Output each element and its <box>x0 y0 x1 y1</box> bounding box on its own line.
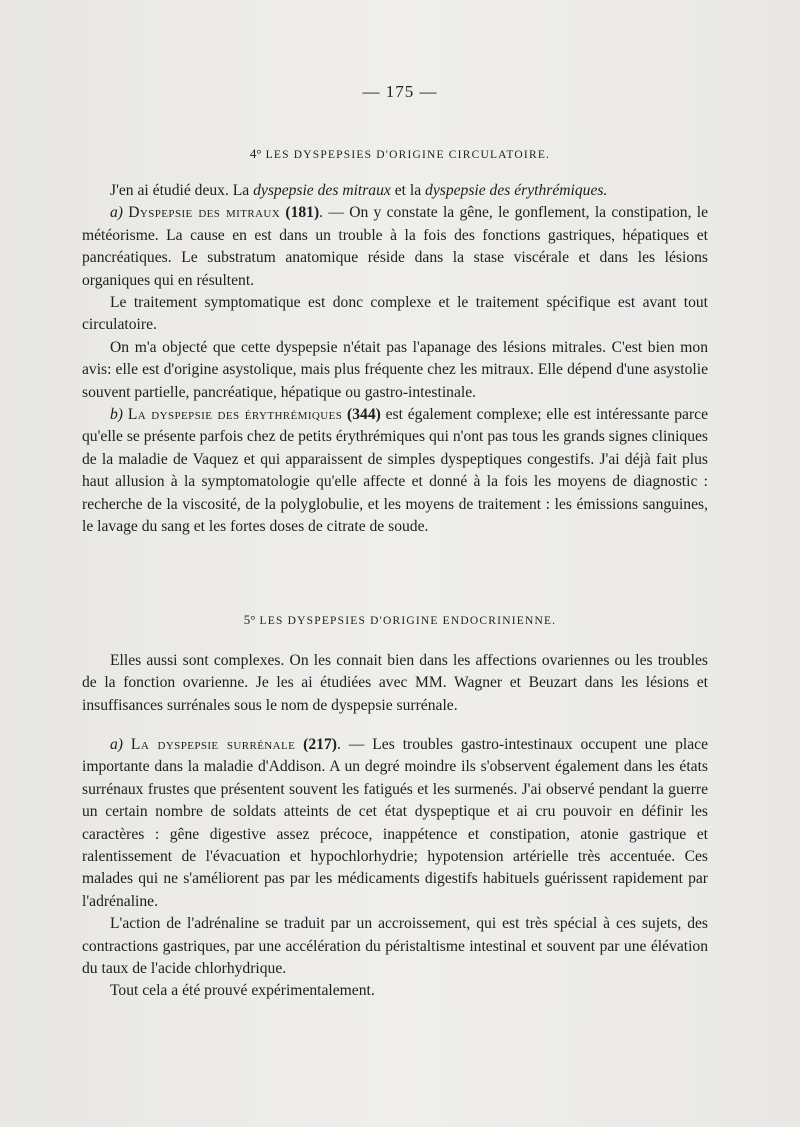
paragraph <box>82 404 708 538</box>
list-marker: a) <box>110 736 131 753</box>
subsection-title: Dyspepsie des mitraux <box>128 204 281 222</box>
section-number: 4° <box>249 146 262 161</box>
paragraph: Tout cela a été prouvé expérimentalement. <box>110 982 375 1000</box>
reference-number: (181) <box>285 204 320 222</box>
section-5-body <box>82 734 708 1003</box>
subsection-title: La dyspepsie des érythrémiques <box>127 406 343 424</box>
page-number: — 175 — <box>362 82 438 101</box>
italic-text: dyspepsie des érythrémiques. <box>425 182 608 199</box>
list-marker: b) <box>110 406 128 424</box>
section-number: 5° <box>243 612 256 627</box>
section-heading-5 <box>0 612 800 628</box>
text: . — Les troubles gastro-intestinaux occupent une place importante dans la maladie d'Addison. A un degré moindre ils s'observent également dans les états surrénaux frustes que présentent souvent les fatigués et les surmenés. J'ai observé pendant la guerre un certain nombre de soldats atteints de cet état dyspeptique et ai cru pouvoir en définir les caractères : gêne digestive assez précoce, inappétence et constipation, atonie gastrique et ralentissement de l'évacuation et hypochlorhydrie; hypotension artérielle très accentuée. Ces malades qui ne s'améliorent pas par les médicaments digestifs habituels guérissent rapidement par l'adrénaline. <box>82 736 708 910</box>
text: est également complexe; elle est intéressante parce qu'elle se présente parfois chez de petits érythrémiques qui n'ont pas tous les grands signes cliniques de la maladie de Vaquez et qui apparaissent de simples dyspeptiques congestifs. J'ai déjà fait plus haut allusion à la symptomatologie qu'elle affecte et donné à la fois les moyens de diagnostic : recherche de la viscosité, de la polyglobulie, et les moyens de traitement : les émissions sanguines, le lavage du sang et les fortes doses de citrate de soude. <box>82 406 709 536</box>
section-heading-4 <box>0 146 800 162</box>
italic-text: dyspepsie des mitraux <box>253 182 391 199</box>
paragraph <box>82 202 708 292</box>
section-title: LES DYSPEPSIES D'ORIGINE CIRCULATOIRE. <box>265 149 551 161</box>
reference-number: (344) <box>347 406 381 424</box>
paragraph <box>82 734 708 913</box>
paragraph: Elles aussi sont complexes. On les connait bien dans les affections ovariennes ou les troubles de la fonction ovarienne. Je les ai étudiées avec MM. Wagner et Beuzart dans les lésions et insuffisances surrénales sous le nom de dyspepsie surrénale. <box>82 652 708 714</box>
section-5-intro <box>82 650 708 717</box>
section-title: LES DYSPEPSIES D'ORIGINE ENDOCRINIENNE. <box>259 615 557 627</box>
paragraph <box>82 180 708 202</box>
paragraph: Le traitement symptomatique est donc complexe et le traitement spécifique est avant tout circulatoire. <box>82 294 708 334</box>
text: J'en ai étudié deux. La <box>110 182 254 199</box>
paragraph: L'action de l'adrénaline se traduit par un accroissement, qui est très spécial à ces sujets, des contractions gastriques, par une accélération du péristaltisme intestinal et souvent par une élévation du taux de l'acide chlorhydrique. <box>82 915 708 978</box>
reference-number: (217) <box>303 736 337 753</box>
text: et la <box>390 182 426 199</box>
subsection-title: La dyspepsie surrénale <box>130 736 296 753</box>
list-marker: a) <box>110 204 129 222</box>
section-4-body <box>82 180 708 539</box>
text: . — On y constate la gêne, le gonflement, la constipation, le météorisme. La cause en est dans un trouble à la fois des fonctions gastriques, hépatiques et pancréatiques. Le substratum anatomique réside dans la stase viscérale et dans les lésions organiques qui en résultent. <box>82 204 708 289</box>
paragraph: On m'a objecté que cette dyspepsie n'était pas l'apanage des lésions mitrales. C'est bien mon avis: elle est d'origine asystolique, mais plus fréquente chez les mitraux. Elle dépend d'une asystolie souvent partielle, pancréatique, hépatique ou gastro-intestinale. <box>82 338 708 401</box>
